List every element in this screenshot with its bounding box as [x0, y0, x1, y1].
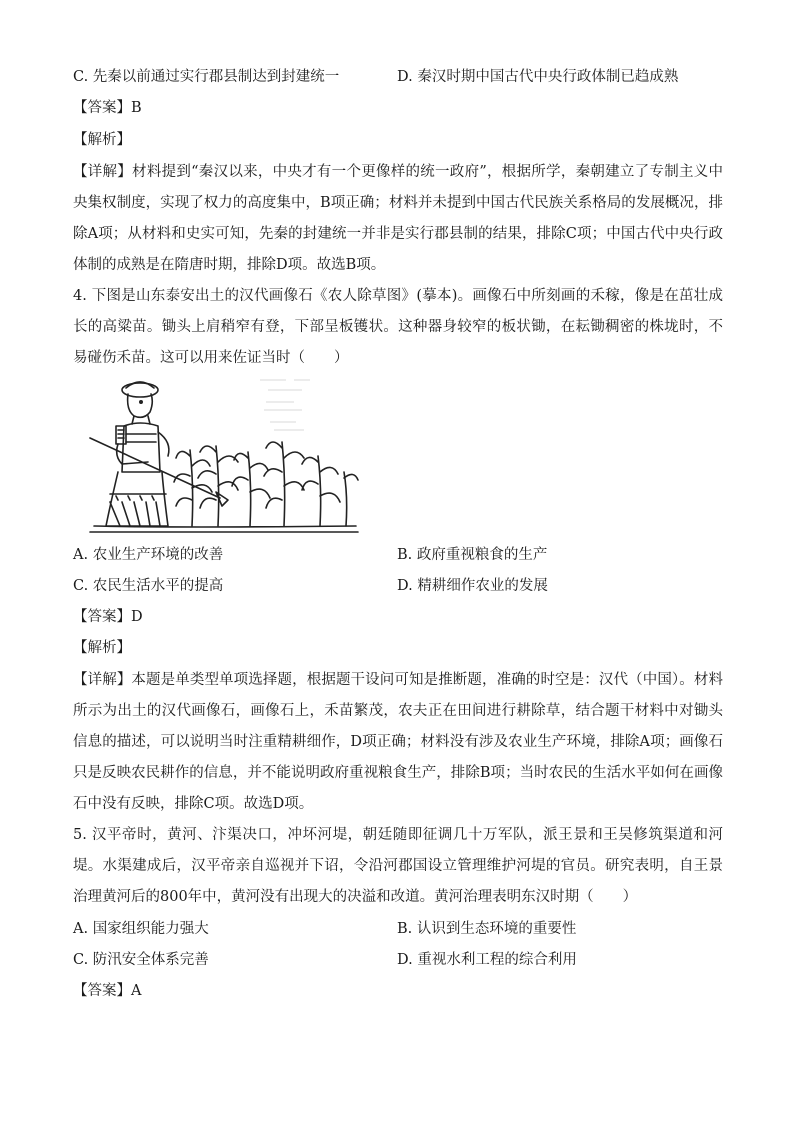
- q5-option-b: B. 认识到生态环境的重要性: [397, 921, 577, 937]
- q4-option-d: D. 精耕细作农业的发展: [397, 578, 548, 594]
- q5-option-d: D. 重视水利工程的综合利用: [397, 952, 577, 968]
- q4-answer: 【答案】D: [73, 609, 143, 625]
- q4-analysis-label: 【解析】: [73, 640, 131, 656]
- q3-analysis-label: 【解析】: [73, 132, 131, 148]
- q3-option-c: C. 先秦以前通过实行郡县制达到封建统一: [73, 69, 340, 85]
- q5-options-row-cd: [73, 950, 723, 970]
- q4-stem: 4. 下图是山东泰安出土的汉代画像石《农人除草图》(摹本)。画像石中所刻画的禾稼，像是在茁壮成长的高粱苗。锄头上肩稍窄有登，下部呈板镬状。这种器身较窄的板状锄，在耘锄稠密的株垅时，不易碰伤禾苗。这可以用来佐证当时（ ）: [73, 288, 723, 366]
- q5-answer: 【答案】A: [73, 983, 142, 999]
- q3-option-d: D. 秦汉时期中国古代中央行政体制已趋成熟: [397, 69, 679, 85]
- q5-option-c: C. 防汛安全体系完善: [73, 952, 209, 968]
- q4-detail: 【详解】本题是单类型单项选择题，根据题干设问可知是推断题，准确的时空是：汉代（中国）。材料所示为出土的汉代画像石，画像石上，禾苗繁茂，农夫正在田间进行耕除草，结合题干材料中对锄头信息的描述，可以说明当时注重精耕细作，D项正确；材料没有涉及农业生产环境，排除A项；画像石只是反映农民耕作的信息，并不能说明政府重视粮食生产，排除B项；当时农民的生活水平如何在画像石中没有反映，排除C项。故选D项。: [73, 672, 723, 812]
- q5-option-a: A. 国家组织能力强大: [73, 921, 209, 937]
- q5-options-row-ab: [73, 919, 723, 939]
- q4-options-row-ab: [73, 545, 723, 565]
- q4-options-row-cd: [73, 576, 723, 596]
- farmer-weeding-relief-image: [88, 376, 360, 536]
- q4-option-a: A. 农业生产环境的改善: [73, 547, 224, 563]
- q4-option-b: B. 政府重视粮食的生产: [397, 547, 548, 563]
- q3-answer: 【答案】B: [73, 100, 142, 116]
- farmer-weeding-drawing: [88, 376, 360, 536]
- q3-options-row-cd: [73, 67, 723, 87]
- q4-option-c: C. 农民生活水平的提高: [73, 578, 224, 594]
- q3-detail: 【详解】材料提到“秦汉以来，中央才有一个更像样的统一政府”，根据所学，秦朝建立了专制主义中央集权制度，实现了权力的高度集中，B项正确；材料并未提到中国古代民族关系格局的发展概况，排除A项；从材料和史实可知，先秦的封建统一并非是实行郡县制的结果，排除C项；中国古代中央行政体制的成熟是在隋唐时期，排除D项。故选B项。: [73, 164, 723, 273]
- q5-stem: 5. 汉平帝时，黄河、汴渠决口，冲坏河堤，朝廷随即征调几十万军队，派王景和王吴修筑渠道和河堤。水渠建成后，汉平帝亲自巡视并下诏，令沿河郡国设立管理维护河堤的官员。研究表明，自王景治理黄河后的800年中，黄河没有出现大的决溢和改道。黄河治理表明东汉时期（ ）: [73, 827, 723, 905]
